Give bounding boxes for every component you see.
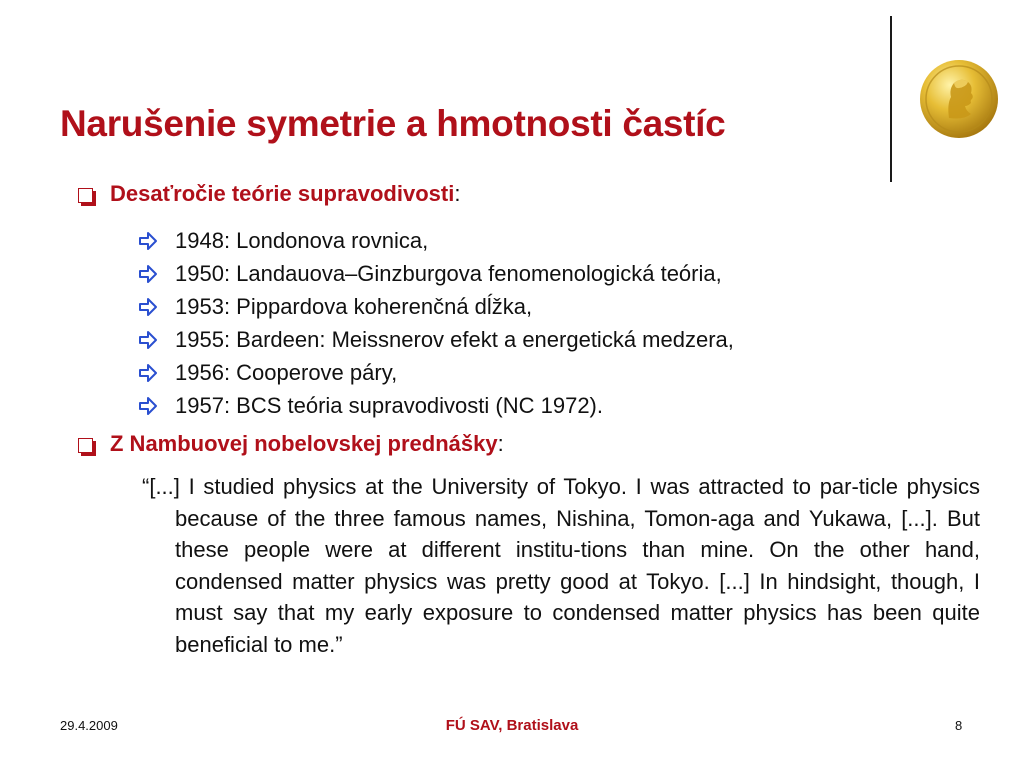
square-bullet-icon xyxy=(78,188,93,203)
section-title: Desaťročie teórie supravodivosti xyxy=(110,181,455,206)
arrow-right-icon xyxy=(138,363,158,383)
list-item xyxy=(138,290,734,323)
section-nambu-lecture xyxy=(78,431,504,457)
arrow-right-icon xyxy=(138,231,158,251)
list-item-text: 1956: Cooperove páry, xyxy=(175,359,398,385)
list-item xyxy=(138,389,734,422)
page-title: Narušenie symetrie a hmotnosti častíc xyxy=(60,103,726,144)
vertical-divider xyxy=(890,16,892,182)
footer-date: 29.4.2009 xyxy=(60,718,118,733)
list-item-text: 1953: Pippardova koherenčná dĺžka, xyxy=(175,293,533,319)
section-colon: : xyxy=(497,431,504,456)
section-title: Z Nambuovej nobelovskej prednášky xyxy=(110,431,498,456)
arrow-right-icon xyxy=(138,396,158,416)
section-colon: : xyxy=(454,181,461,206)
list-item-text: 1957: BCS teória supravodivosti (NC 1972). xyxy=(175,392,603,418)
footer-institution: FÚ SAV, Bratislava xyxy=(445,717,579,734)
arrow-right-icon xyxy=(138,297,158,317)
square-bullet-icon xyxy=(78,438,93,453)
list-item xyxy=(138,356,734,389)
section-superconductivity xyxy=(78,181,460,207)
list-item-text: 1948: Londonova rovnica, xyxy=(175,227,429,253)
page-number: 8 xyxy=(955,718,963,733)
list-item xyxy=(138,224,734,257)
nobel-medal-icon xyxy=(918,58,1000,140)
list-item-text: 1950: Landauova–Ginzburgova fenomenologická teória, xyxy=(175,260,722,286)
timeline-list xyxy=(138,224,734,422)
nambu-quote: “[...] I studied physics at the University of Tokyo. I was attracted to par-ticle physics because of the three famous names, Nishina, Tomon-aga and Yukawa, [...]. But these people were at different institu-tions than mine. On the other hand, condensed matter physics was pretty good at Tokyo. [...] In hindsight, though, I must say that my early exposure to condensed matter physics has been quite beneficial to me.” xyxy=(142,474,980,657)
list-item xyxy=(138,323,734,356)
arrow-right-icon xyxy=(138,264,158,284)
arrow-right-icon xyxy=(138,330,158,350)
list-item-text: 1955: Bardeen: Meissnerov efekt a energetická medzera, xyxy=(175,326,734,352)
list-item xyxy=(138,257,734,290)
